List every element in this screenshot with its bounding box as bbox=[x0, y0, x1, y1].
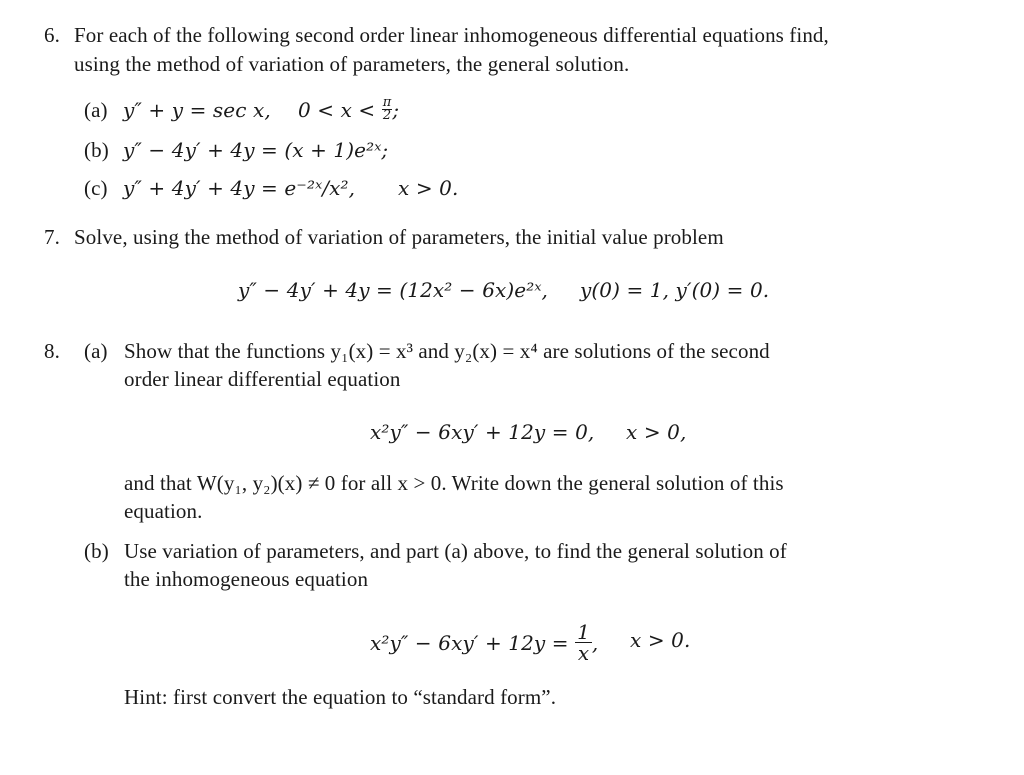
question-8a-label: (a) bbox=[84, 339, 108, 363]
question-8-number: 8. bbox=[44, 339, 60, 363]
question-8b-line-2: the inhomogeneous equation bbox=[124, 567, 369, 591]
question-6a-semicolon: ; bbox=[392, 98, 400, 122]
fraction-numerator: π bbox=[382, 95, 392, 110]
question-6b-equation: y″ − 4y′ + 4y = (x + 1)e²ˣ; bbox=[123, 138, 389, 162]
question-8a-equation-word: equation. bbox=[124, 499, 203, 523]
question-8a-equation: x²y″ − 6xy′ + 12y = 0, bbox=[370, 420, 595, 444]
question-8a-line-2: order linear differential equation bbox=[124, 367, 401, 391]
question-6c-label: (c) bbox=[84, 176, 108, 200]
question-7-equation: y″ − 4y′ + 4y = (12x² − 6x)e²ˣ, bbox=[238, 278, 549, 302]
question-8a-line-1: Show that the functions y₁(x) = x³ and y₂(x) = x⁴ are solutions of the second bbox=[124, 339, 770, 363]
question-8b-comma: , bbox=[591, 631, 599, 655]
question-8b-equation-lhs: x²y″ − 6xy′ + 12y = bbox=[370, 631, 569, 655]
question-6b-label: (b) bbox=[84, 138, 109, 162]
question-6a-equation: y″ + y = sec x, bbox=[123, 98, 271, 122]
question-6a-label: (a) bbox=[84, 98, 108, 122]
question-6a-condition-text: 0 < x < bbox=[298, 98, 376, 122]
question-6-intro-line-2: using the method of variation of parameters, the general solution. bbox=[74, 52, 630, 76]
question-7-initial-conditions: y(0) = 1, y′(0) = 0. bbox=[580, 278, 770, 302]
question-8b-line-1: Use variation of parameters, and part (a) above, to find the general solution of bbox=[124, 539, 787, 563]
fraction-denominator: 2 bbox=[382, 108, 392, 123]
question-6c-equation: y″ + 4y′ + 4y = e⁻²ˣ/x², bbox=[123, 176, 356, 200]
fraction-denominator: x bbox=[577, 641, 590, 665]
question-6-number: 6. bbox=[44, 23, 60, 47]
question-7-number: 7. bbox=[44, 225, 60, 249]
question-8a-condition: x > 0, bbox=[626, 420, 687, 444]
question-8b-equation bbox=[370, 620, 599, 665]
question-8a-wronskian-line: and that W(y₁, y₂)(x) ≠ 0 for all x > 0. Write down the general solution of this bbox=[124, 471, 784, 495]
one-over-x-fraction bbox=[575, 622, 592, 663]
question-6a-condition bbox=[298, 96, 399, 124]
question-8b-label: (b) bbox=[84, 539, 109, 563]
question-6-intro-line-1: For each of the following second order linear inhomogeneous differential equations find, bbox=[74, 23, 829, 47]
question-8b-condition: x > 0. bbox=[630, 628, 691, 652]
question-8-hint: Hint: first convert the equation to “standard form”. bbox=[124, 685, 557, 709]
question-6c-condition: x > 0. bbox=[398, 176, 459, 200]
question-7-intro: Solve, using the method of variation of parameters, the initial value problem bbox=[74, 225, 724, 249]
fraction-numerator: 1 bbox=[577, 620, 590, 644]
pi-over-two-fraction bbox=[382, 97, 393, 122]
